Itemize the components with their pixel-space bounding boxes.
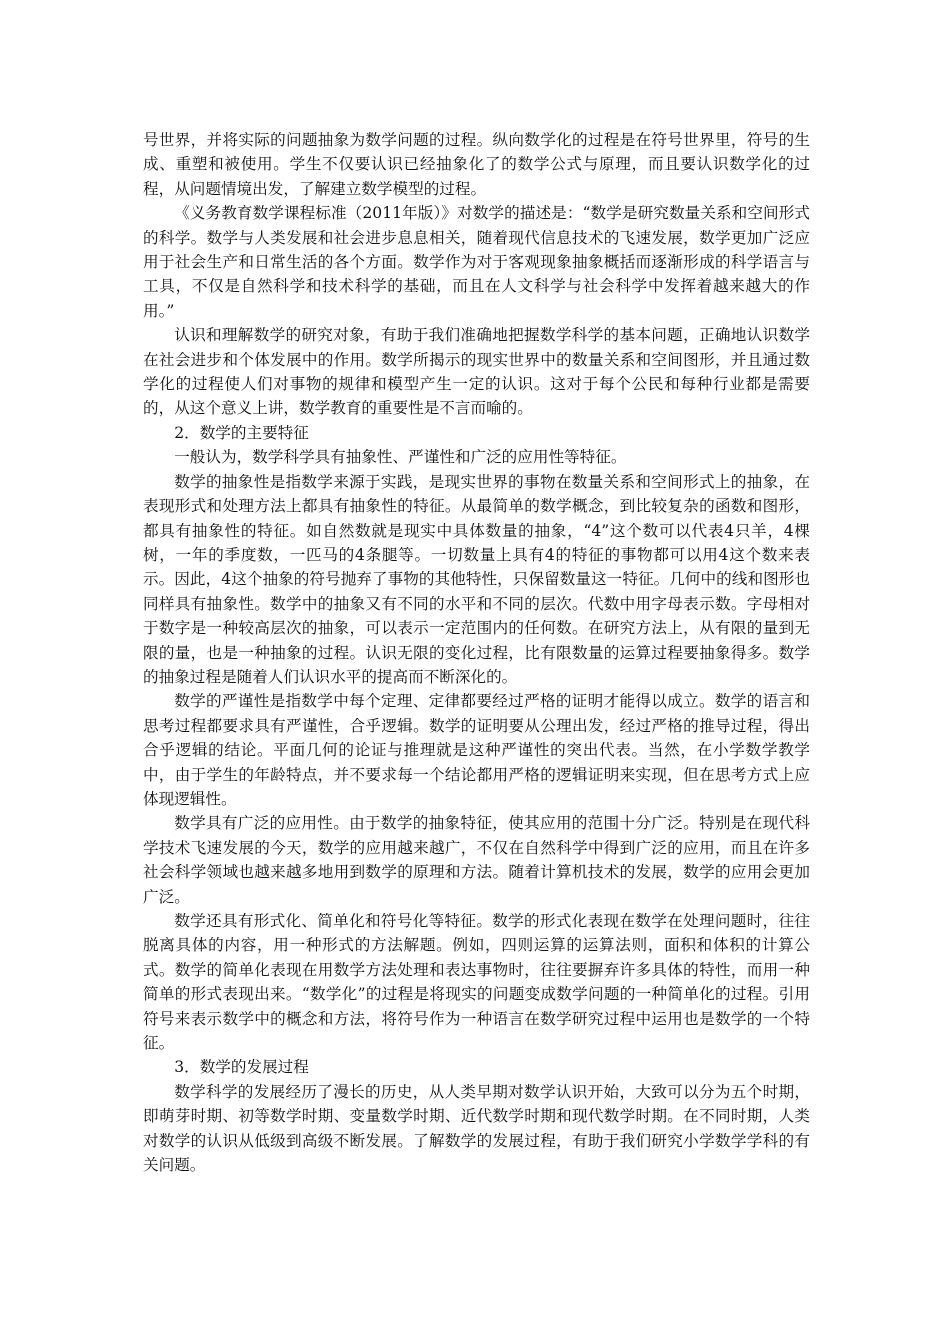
paragraph-rigor: 数学的严谨性是指数学中每个定理、定律都要经过严格的证明才能得以成立。数学的语言和思考过程都要求具有严谨性，合乎逻辑。数学的证明要从公理出发，经过严格的推导过程，得出合乎逻辑的结论。平面几何的论证与推理就是这种严谨性的突出代表。当然，在小学数学教学中，由于学生的年龄特点，并不要求每一个结论都用严格的逻辑证明来实现，但在思考方式上应体现逻辑性。 [143, 692, 810, 808]
paragraph-formalization: 数学还具有形式化、简单化和符号化等特征。数学的形式化表现在数学在处理问题时，往往脱离具体的内容，用一种形式的方法解题。例如，四则运算的运算法则，面积和体积的计算公式。数学的简单化表现在用数学方法处理和表达事物时，往往要摒弃许多具体的特性，而用一种简单的形式表现出来。“数学化”的过程是将现实的问题变成数学问题的一种简单化的过程。引用符号来表示数学中的概念和方法，将符号作为一种语言在数学研究过程中运用也是数学的一个特征。 [143, 912, 810, 1053]
paragraph-continuation: 号世界，并将实际的问题抽象为数学问题的过程。纵向数学化的过程是在符号世界里，符号的生成、重塑和被使用。学生不仅要认识已经抽象化了的数学公式与原理，而且要认识数学化的过程，从问题情境出发，了解建立数学模型的过程。 [143, 131, 810, 198]
paragraph-general-features: 一般认为，数学科学具有抽象性、严谨性和广泛的应用性等特征。 [174, 448, 627, 467]
paragraph-abstraction: 数学的抽象性是指数学来源于实践，是现实世界的事物在数量关系和空间形式上的抽象，在表现形式和处理方法上都具有抽象性的特征。从最简单的数学概念，到比较复杂的函数和图形，都具有抽象性的特征。如自然数就是现实中具体数量的抽象，“4”这个数可以代表4只羊，4棵树，一年的季度数，一匹马的4条腿等。一切数量上具有4的特征的事物都可以用4这个数来表示。因此，4这个抽象的符号抛弃了事物的其他特性，只保留数量这一特征。几何中的线和图形也同样具有抽象性。数学中的抽象又有不同的水平和不同的层次。代数中用字母表示数。字母相对于数字是一种较高层次的抽象，可以表示一定范围内的任何数。在研究方法上，从有限的量到无限的量，也是一种抽象的过程。认识无限的变化过程，比有限数量的运算过程要抽象得多。数学的抽象过程是随着人们认识水平的提高而不断深化的。 [143, 472, 810, 686]
section-heading-main-features: 2．数学的主要特征 [174, 423, 309, 442]
paragraph-curriculum-standard: 《义务教育数学课程标准（2011年版）》对数学的描述是：“数学是研究数量关系和空间形式的科学。数学与人类发展和社会进步息息相关，随着现代信息技术的飞速发展，数学更加广泛应用于社会生产和日常生活的各个方面。数学作为对于客观现象抽象概括而逐渐形成的科学语言与工具，不仅是自然科学和技术科学的基础，而且在人文科学与社会科学中发挥着越来越大的作用。” [143, 204, 810, 320]
paragraph-application: 数学具有广泛的应用性。由于数学的抽象特征，使其应用的范围十分广泛。特别是在现代科学技术飞速发展的今天，数学的应用越来越广，不仅在自然科学中得到广泛的应用，而且在许多社会科学领域也越来越多地用到数学的原理和方法。随着计算机技术的发展，数学的应用会更加广泛。 [143, 814, 810, 906]
section-heading-development: 3．数学的发展过程 [174, 1058, 309, 1077]
paragraph-research-object: 认识和理解数学的研究对象，有助于我们准确地把握数学科学的基本问题，正确地认识数学在社会进步和个体发展中的作用。数学所揭示的现实世界中的数量关系和空间图形，并且通过数学化的过程使人们对事物的规律和模型产生一定的认识。这对于每个公民和每种行业都是需要的，从这个意义上讲，数学教育的重要性是不言而喻的。 [143, 326, 810, 418]
paragraph-development: 数学科学的发展经历了漫长的历史，从人类早期对数学认识开始，大致可以分为五个时期，即萌芽时期、初等数学时期、变量数学时期、近代数学时期和现代数学时期。在不同时期，人类对数学的认识从低级到高级不断发展。了解数学的发展过程，有助于我们研究小学数学学科的有关问题。 [143, 1082, 810, 1175]
document-body [143, 128, 810, 1177]
